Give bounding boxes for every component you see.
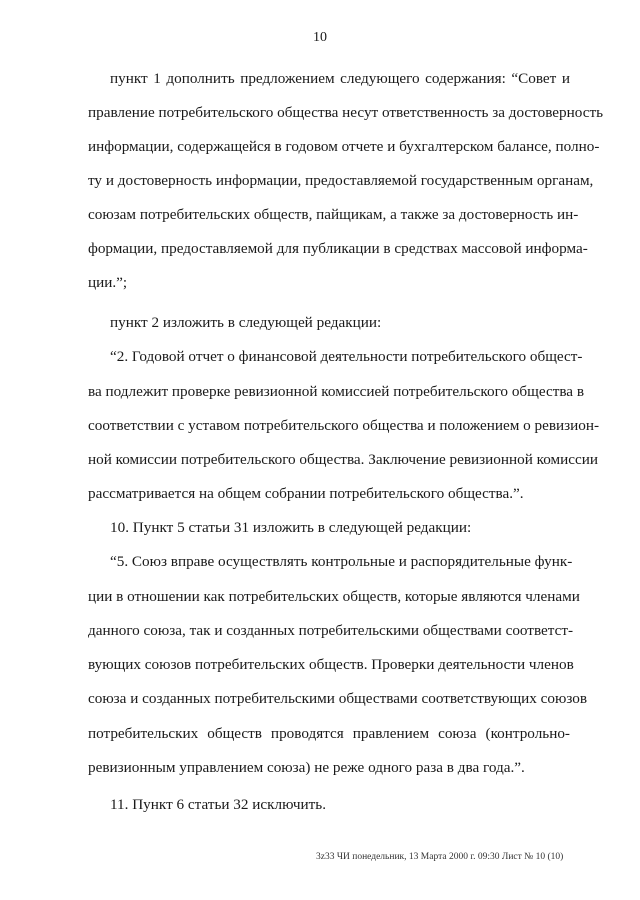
text-line: 11. Пункт 6 статьи 32 исключить. [110,796,327,813]
page-footer: 3z33 ЧИ понедельник, 13 Марта 2000 г. 09:30 Лист № 10 (10) [316,852,564,862]
text-line: ции.”; [88,274,128,291]
text-line: 10. Пункт 5 статьи 31 изложить в следующей редакции: [110,519,472,536]
text-line: формации, предоставляемой для публикации в средствах массовой информа- [88,240,588,257]
text-line: ревизионным управлением союза) не реже одного раза в два года.”. [88,759,525,776]
text-line: союза и созданных потребительскими обществами соответствующих союзов [88,690,588,707]
text-line: ции в отношении как потребительских обществ, которые являются членами [88,588,580,605]
text-line: потребительских обществ проводятся правлением союза (контрольно- [88,725,570,742]
text-line: “2. Годовой отчет о финансовой деятельности потребительского общест- [110,348,583,365]
text-line: вующих союзов потребительских обществ. Проверки деятельности членов [88,656,574,673]
text-line: пункт 2 изложить в следующей редакции: [110,314,382,331]
text-line: данного союза, так и созданных потребительскими обществами соответст- [88,622,574,639]
text-line: ту и достоверность информации, предоставляемой государственным органам, [88,172,594,189]
text-line: союзам потребительских обществ, пайщикам, а также за достоверность ин- [88,206,579,223]
text-line: соответствии с уставом потребительского общества и положением о ревизион- [88,417,600,434]
page-number: 10 [313,30,327,45]
text-line: ва подлежит проверке ревизионной комиссией потребительского общества в [88,383,585,400]
text-line: информации, содержащейся в годовом отчете и бухгалтерском балансе, полно- [88,138,600,155]
text-line: пункт 1 дополнить предложением следующего содержания: “Совет и [110,70,570,87]
text-line: правление потребительского общества несут ответственность за достоверность [88,104,604,121]
text-line: “5. Союз вправе осуществлять контрольные и распорядительные функ- [110,553,573,570]
text-line: ной комиссии потребительского общества. Заключение ревизионной комиссии [88,451,599,468]
text-line: рассматривается на общем собрании потребительского общества.”. [88,485,524,502]
